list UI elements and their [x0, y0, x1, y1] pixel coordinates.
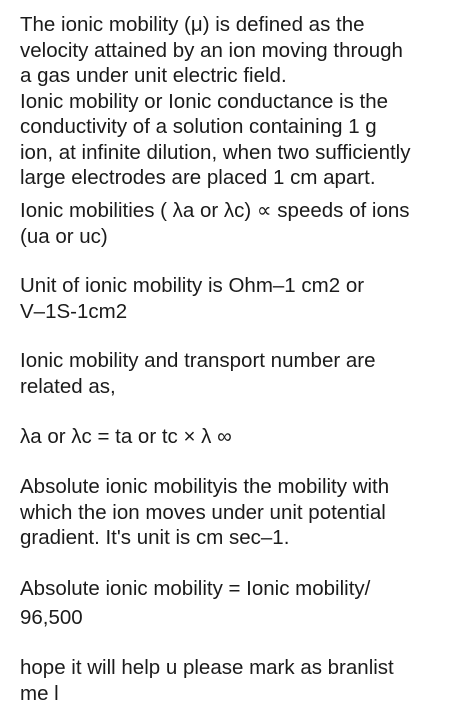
- transport-relation-paragraph: Ionic mobility and transport number are related as,: [20, 349, 376, 398]
- definition-paragraph: The ionic mobility (μ) is defined as the velocity attained by an ion moving through a gas under unit electric field. Ionic mobility or Ionic conductance is the conductivity of a solution containing 1 g ion, at infinite dilution, when two sufficiently large electrodes are placed 1 cm apart.: [20, 13, 411, 189]
- unit-paragraph: Unit of ionic mobility is Ohm–1 cm2 or V–1S-1cm2: [20, 274, 365, 323]
- absolute-mobility-formula: Absolute ionic mobility = Ionic mobility/ 96,500: [20, 577, 371, 629]
- proportionality-paragraph: Ionic mobilities ( λa or λc) ∝ speeds of ions (ua or uc): [20, 199, 410, 248]
- closing-note: hope it will help u please mark as branlist me l: [20, 656, 394, 705]
- absolute-mobility-paragraph: Absolute ionic mobilityis the mobility with which the ion moves under unit potential gradient. It's unit is cm sec–1.: [20, 475, 390, 549]
- relation-formula: λa or λc = ta or tc × λ ∞: [20, 425, 232, 448]
